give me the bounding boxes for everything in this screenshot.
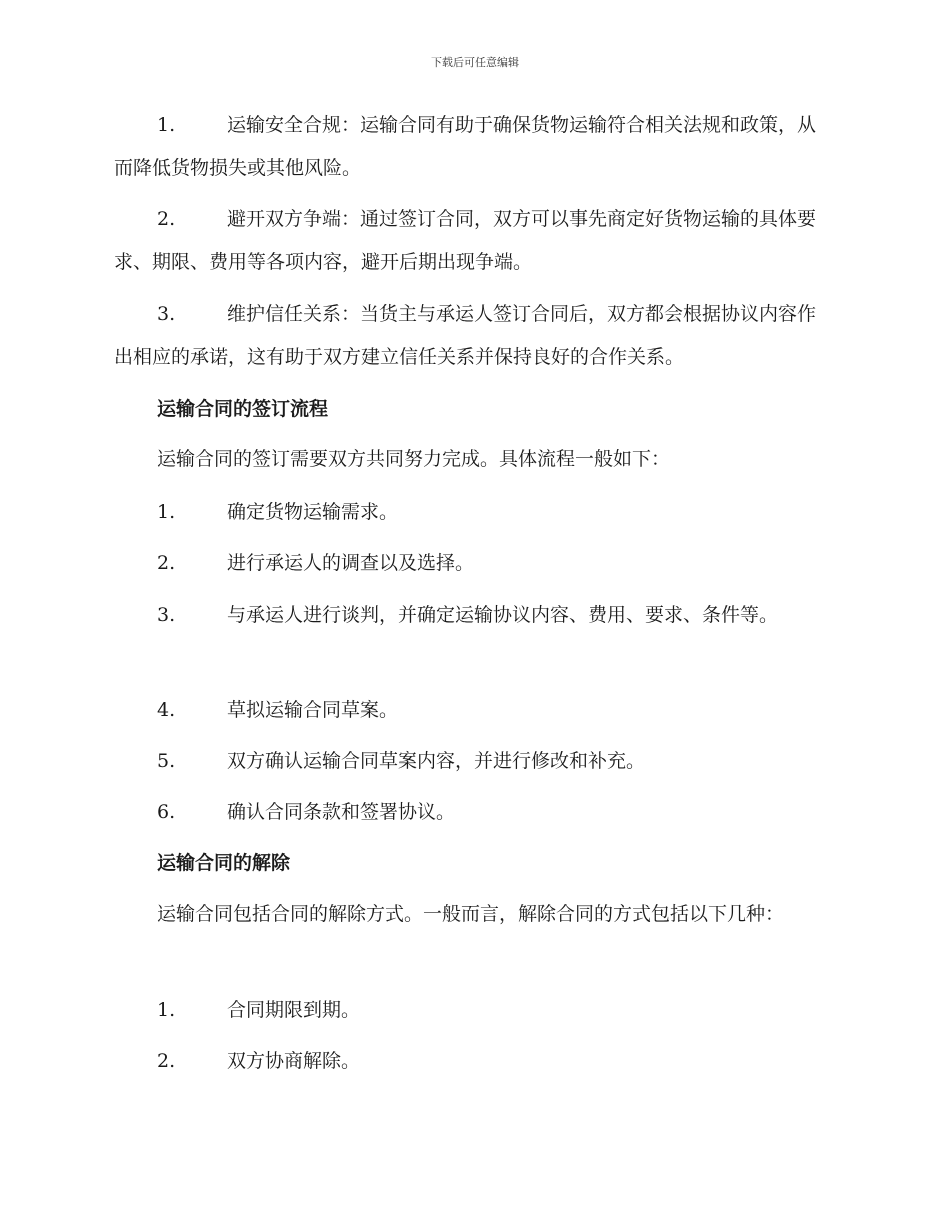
item-number: 4. xyxy=(157,699,176,721)
section-heading: 运输合同的解除 xyxy=(157,852,291,874)
section-intro: 运输合同的签订需要双方共同努力完成。具体流程一般如下： xyxy=(157,448,671,470)
page-header: 下载后可任意编辑 xyxy=(431,56,519,69)
list-item xyxy=(114,689,834,732)
item-text: 运输安全合规：运输合同有助于确保货物运输符合相关法规和政策，从而降低货物损失或其他风险。 xyxy=(114,114,817,179)
section-heading: 运输合同的签订流程 xyxy=(157,398,329,420)
item-number: 1. xyxy=(157,501,176,523)
list-item xyxy=(114,293,834,379)
list-item xyxy=(114,594,834,637)
item-text: 避开双方争端：通过签订合同，双方可以事先商定好货物运输的具体要求、期限、费用等各项内容，避开后期出现争端。 xyxy=(114,208,817,273)
list-item xyxy=(114,791,834,834)
item-text: 确定货物运输需求。 xyxy=(227,501,399,523)
item-number: 6. xyxy=(157,801,176,823)
item-number: 2. xyxy=(157,208,176,230)
item-text: 维护信任关系：当货主与承运人签订合同后，双方都会根据协议内容作出相应的承诺，这有助于双方建立信任关系并保持良好的合作关系。 xyxy=(114,303,817,368)
item-text: 与承运人进行谈判，并确定运输协议内容、费用、要求、条件等。 xyxy=(227,604,779,626)
item-text: 进行承运人的调查以及选择。 xyxy=(227,552,475,574)
item-text: 合同期限到期。 xyxy=(227,999,361,1021)
section-intro: 运输合同包括合同的解除方式。一般而言，解除合同的方式包括以下几种： xyxy=(157,903,785,925)
list-item xyxy=(114,989,834,1032)
item-text: 双方确认运输合同草案内容，并进行修改和补充。 xyxy=(227,750,646,772)
list-item xyxy=(114,491,834,534)
item-number: 3. xyxy=(157,604,176,626)
item-number: 5. xyxy=(157,750,176,772)
item-text: 草拟运输合同草案。 xyxy=(227,699,399,721)
item-number: 1. xyxy=(157,114,176,136)
item-number: 2. xyxy=(157,1050,176,1072)
item-number: 1. xyxy=(157,999,176,1021)
list-item xyxy=(114,104,834,190)
list-item xyxy=(114,542,834,585)
list-item xyxy=(114,1040,834,1083)
item-text: 双方协商解除。 xyxy=(227,1050,361,1072)
list-item xyxy=(114,198,834,284)
item-number: 3. xyxy=(157,303,176,325)
list-item xyxy=(114,740,834,783)
item-number: 2. xyxy=(157,552,176,574)
item-text: 确认合同条款和签署协议。 xyxy=(227,801,456,823)
